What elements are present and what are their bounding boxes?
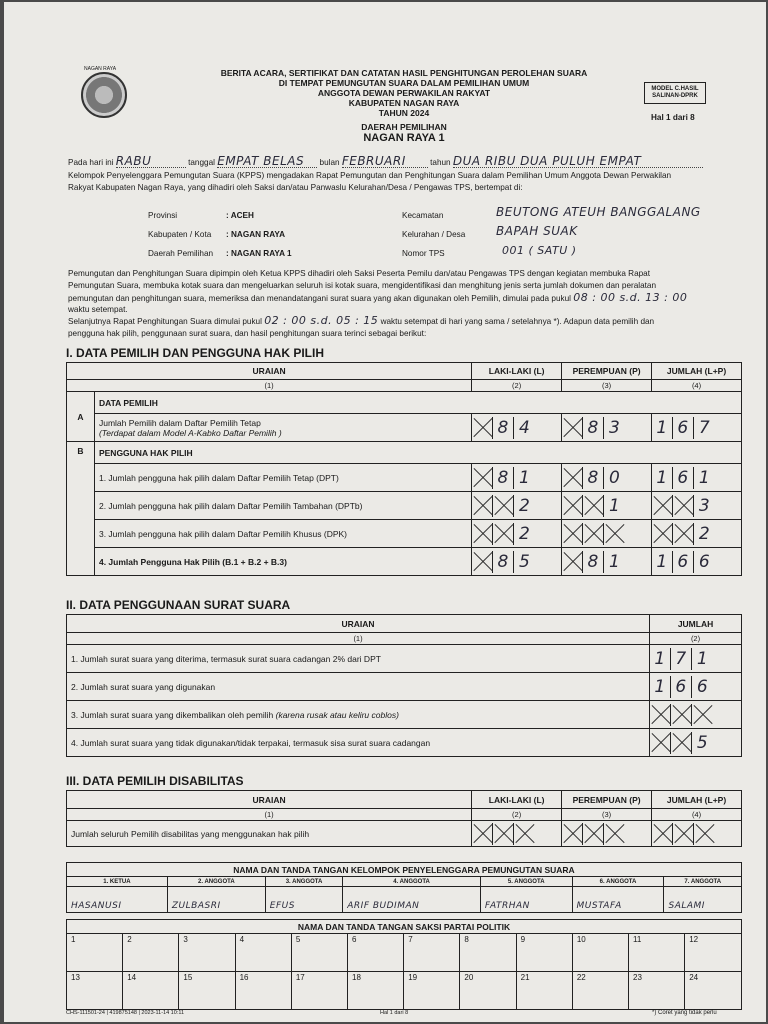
para-line: pemungutan dan penghitungan suara, memeriksa dan menandatangani surat suara yang akan digunakan oleh Pemilih, dimulai pada pukul 08 : 00 s.d. 13 : 00 bbox=[68, 291, 688, 304]
header-line: ANGGOTA DEWAN PERWAKILAN RAKYAT bbox=[317, 88, 491, 98]
dapil-value: : NAGAN RAYA 1 bbox=[226, 249, 292, 258]
saksi-cell: 11 bbox=[629, 934, 685, 972]
time-range-2: 02 : 00 s.d. 05 : 15 bbox=[264, 314, 379, 327]
col-header: URAIAN bbox=[67, 791, 472, 809]
col-header: LAKI-LAKI (L) bbox=[472, 791, 562, 809]
document-header bbox=[204, 68, 604, 145]
section3-table bbox=[66, 790, 742, 847]
signature-role: 5. ANGGOTA bbox=[480, 877, 572, 887]
signature-name: HASANUSI bbox=[67, 887, 168, 913]
tanggal-value: EMPAT BELAS bbox=[217, 156, 317, 168]
page-indicator: Hal 1 dari 8 bbox=[651, 113, 695, 122]
col-num: (2) bbox=[650, 633, 742, 645]
saksi-cell: 6 bbox=[348, 934, 404, 972]
surat-row-label: 1. Jumlah surat suara yang diterima, termasuk surat suara cadangan 2% dari DPT bbox=[67, 645, 650, 673]
saksi-cell: 23 bbox=[629, 972, 685, 1010]
dpt-l-value: 8 4 bbox=[472, 414, 562, 442]
time-range-1: 08 : 00 s.d. 13 : 00 bbox=[573, 291, 688, 304]
para-line: Selanjutnya Rapat Penghitungan Suara dimulai pukul 02 : 00 s.d. 05 : 15 waktu setempat di hari yang sama / setelahnya *). Adapun data pemilih dan bbox=[68, 314, 655, 327]
header-line: KABUPATEN NAGAN RAYA bbox=[348, 98, 460, 108]
document-page bbox=[4, 2, 766, 1022]
col-header: JUMLAH (L+P) bbox=[652, 363, 742, 380]
saksi-cell: 15 bbox=[179, 972, 235, 1010]
col-num: (1) bbox=[67, 380, 472, 392]
section1-title: I. DATA PEMILIH DAN PENGGUNA HAK PILIH bbox=[66, 346, 324, 360]
col-num: (4) bbox=[652, 380, 742, 392]
pengguna-row-label: 3. Jumlah pengguna hak pilih dalam Daftar Pemilih Khusus (DPK) bbox=[94, 520, 471, 548]
para-line: pengguna hak pilih, penggunaan surat suara, dan hasil penghitungan suara terinci sebagai berikut: bbox=[68, 329, 427, 338]
kip-logo-icon bbox=[81, 72, 127, 118]
provinsi-label: Provinsi bbox=[148, 211, 178, 220]
header-line: BERITA ACARA, SERTIFIKAT DAN CATATAN HASIL PENGHITUNGAN PEROLEHAN SUARA bbox=[220, 68, 588, 78]
saksi-title: NAMA DAN TANDA TANGAN SAKSI PARTAI POLITIK bbox=[67, 920, 742, 934]
col-header: URAIAN bbox=[67, 615, 650, 633]
kabkota-label: Kabupaten / Kota bbox=[148, 230, 212, 239]
pengguna-row-label: 4. Jumlah Pengguna Hak Pilih (B.1 + B.2 + B.3) bbox=[94, 548, 471, 576]
pengguna-row-label: 1. Jumlah pengguna hak pilih dalam Daftar Pemilih Tetap (DPT) bbox=[94, 464, 471, 492]
section3-title: III. DATA PEMILIH DISABILITAS bbox=[66, 774, 244, 788]
saksi-cell: 1 bbox=[67, 934, 123, 972]
saksi-cell: 24 bbox=[685, 972, 742, 1010]
signature-role: 7. ANGGOTA bbox=[664, 877, 742, 887]
logo-text: NAGAN RAYA bbox=[84, 66, 117, 72]
col-num: (3) bbox=[562, 380, 652, 392]
col-header: JUMLAH bbox=[650, 615, 742, 633]
saksi-cell: 9 bbox=[516, 934, 572, 972]
col-num: (4) bbox=[652, 809, 742, 821]
desa-value: BAPAH SUAK bbox=[496, 224, 578, 238]
footer-note: *) Coret yang tidak perlu bbox=[652, 1010, 717, 1016]
col-num: (2) bbox=[472, 380, 562, 392]
col-header: JUMLAH (L+P) bbox=[652, 791, 742, 809]
dapil-label: Daerah Pemilihan bbox=[148, 249, 214, 258]
saksi-cell: 7 bbox=[404, 934, 460, 972]
saksi-cell: 4 bbox=[235, 934, 291, 972]
saksi-cell: 12 bbox=[685, 934, 742, 972]
kecamatan-label: Kecamatan bbox=[402, 211, 444, 220]
col-num: (1) bbox=[67, 809, 472, 821]
section-b-title: PENGGUNA HAK PILIH bbox=[94, 442, 741, 464]
signature-name: MUSTAFA bbox=[572, 887, 664, 913]
kpps-signature-title: NAMA DAN TANDA TANGAN KELOMPOK PENYELENGGARA PEMUNGUTAN SUARA bbox=[67, 863, 742, 877]
intro-line-3: Rakyat Kabupaten Nagan Raya, yang dihadiri oleh Saksi dan/atau Panwaslu Kelurahan/Desa / Pengawas TPS, bertempat di: bbox=[68, 183, 523, 192]
dpt-total-value: 1 6 7 bbox=[652, 414, 742, 442]
daerah-label: DAERAH PEMILIHAN bbox=[361, 122, 447, 132]
saksi-cell: 14 bbox=[123, 972, 179, 1010]
saksi-cell: 8 bbox=[460, 934, 516, 972]
tahun-value: DUA RIBU DUA PULUH EMPAT bbox=[453, 156, 703, 168]
disabilitas-row-label: Jumlah seluruh Pemilih disabilitas yang menggunakan hak pilih bbox=[67, 821, 472, 847]
section-a-title: DATA PEMILIH bbox=[94, 392, 741, 414]
signature-role: 1. KETUA bbox=[67, 877, 168, 887]
saksi-cell: 22 bbox=[572, 972, 628, 1010]
saksi-cell: 5 bbox=[291, 934, 347, 972]
signature-name: ZULBASRI bbox=[167, 887, 265, 913]
saksi-cell: 19 bbox=[404, 972, 460, 1010]
kecamatan-value: BEUTONG ATEUH BANGGALANG bbox=[496, 205, 701, 219]
saksi-cell: 16 bbox=[235, 972, 291, 1010]
provinsi-value: : ACEH bbox=[226, 211, 254, 220]
surat-row-label: 4. Jumlah surat suara yang tidak digunakan/tidak terpakai, termasuk sisa surat suara cadangan bbox=[67, 729, 650, 757]
saksi-table bbox=[66, 919, 742, 1010]
hari-value: RABU bbox=[116, 156, 186, 168]
footer-page: Hal 1 dari 8 bbox=[380, 1010, 409, 1016]
saksi-cell: 3 bbox=[179, 934, 235, 972]
model-box: MODEL C.HASIL SALINAN-DPRK bbox=[644, 82, 706, 104]
section2-table: URAIAN JUMLAH (1) (2) 1. Jumlah surat suara yang diterima, termasuk surat suara cadangan 2% dari DPT 1 7 1 2. Jumlah surat suara yang digunakan 1 6 6 3. Jumlah surat suara yang dikembalikan oleh pemilih (karena rusak atau keliru coblos) 4. Jumlah surat suara yang tidak digunakan/tidak terpakai, termasuk sisa surat suara cadangan 5 bbox=[66, 614, 742, 757]
kabkota-value: : NAGAN RAYA bbox=[226, 230, 285, 239]
section1-table: URAIAN LAKI-LAKI (L) PEREMPUAN (P) JUMLAH (L+P) (1) (2) (3) (4) A DATA PEMILIH Jumlah Pemilih dalam Daftar Pemilih Tetap (Terdapat dalam Model A-Kabko Daftar Pemilih ) 8 4 8 3 1 6 7 B PENGGUNA HAK PILIH 1. Jumlah pengguna hak pilih dalam Daftar Pemilih Tetap (DPT) 8 1 8 0 1 6 1 2. Jumlah pengguna hak pilih dalam Daftar Pemilih Tambahan (DPTb) 2 1 3 3. Jumlah pengguna hak pilih dalam Daftar Pemilih Khusus (DPK) 2 2 4. Jumlah Pengguna Hak Pilih (B.1 + B.2 + B.3) 8 5 8 1 1 6 6 bbox=[66, 362, 742, 576]
para-line: waktu setempat. bbox=[68, 305, 128, 314]
saksi-cell: 18 bbox=[348, 972, 404, 1010]
saksi-cell: 17 bbox=[291, 972, 347, 1010]
saksi-cell: 10 bbox=[572, 934, 628, 972]
row-label-b: B bbox=[67, 442, 95, 576]
surat-row-label: 3. Jumlah surat suara yang dikembalikan oleh pemilih (karena rusak atau keliru coblos) bbox=[67, 701, 650, 729]
signature-role: 3. ANGGOTA bbox=[265, 877, 342, 887]
col-header: PEREMPUAN (P) bbox=[562, 363, 652, 380]
surat-row-label: 2. Jumlah surat suara yang digunakan bbox=[67, 673, 650, 701]
section2-title: II. DATA PENGGUNAAN SURAT SUARA bbox=[66, 598, 291, 612]
desa-label: Kelurahan / Desa bbox=[402, 230, 466, 239]
header-line: TAHUN 2024 bbox=[378, 108, 430, 118]
intro-line: Pada hari ini RABU tanggal EMPAT BELAS bulan FEBRUARI tahun DUA RIBU DUA PULUH EMPAT bbox=[68, 156, 748, 168]
saksi-cell: 20 bbox=[460, 972, 516, 1010]
tps-label: Nomor TPS bbox=[402, 249, 445, 258]
footer-code: CHS-111501-24 | 419875148 | 2023-11-14 10:11 bbox=[66, 1010, 185, 1016]
col-header: URAIAN bbox=[67, 363, 472, 380]
signature-name: FATRHAN bbox=[480, 887, 572, 913]
saksi-cell: 2 bbox=[123, 934, 179, 972]
tps-value: 001 ( SATU ) bbox=[502, 244, 577, 257]
signature-role: 4. ANGGOTA bbox=[343, 877, 481, 887]
signature-name: EFUS bbox=[265, 887, 342, 913]
col-num: (3) bbox=[562, 809, 652, 821]
intro-line-2: Kelompok Penyelenggara Pemungutan Suara (KPPS) mengadakan Rapat Pemungutan dan Penghitungan Suara dalam Pemilihan Umum Anggota Dewan Perwakilan bbox=[68, 171, 672, 180]
signature-table bbox=[66, 862, 742, 913]
pengguna-row-label: 2. Jumlah pengguna hak pilih dalam Daftar Pemilih Tambahan (DPTb) bbox=[94, 492, 471, 520]
saksi-cell: 21 bbox=[516, 972, 572, 1010]
signature-role: 6. ANGGOTA bbox=[572, 877, 664, 887]
signature-name: SALAMI bbox=[664, 887, 742, 913]
signature-name: ARIF BUDIMAN bbox=[343, 887, 481, 913]
bulan-value: FEBRUARI bbox=[342, 156, 428, 168]
para-line: Pemungutan Suara, membuka kotak suara dan mengeluarkan seluruh isi kotak suara, mengidentifikasi dan menghitung jenis serta jumlah dokumen dan peralatan bbox=[68, 281, 657, 290]
saksi-cell: 13 bbox=[67, 972, 123, 1010]
col-num: (2) bbox=[472, 809, 562, 821]
col-header: PEREMPUAN (P) bbox=[562, 791, 652, 809]
row-label-a: A bbox=[67, 392, 95, 442]
col-num: (1) bbox=[67, 633, 650, 645]
dpt-row-label: Jumlah Pemilih dalam Daftar Pemilih Tetap (Terdapat dalam Model A-Kabko Daftar Pemilih ) bbox=[94, 414, 471, 442]
daerah-value: NAGAN RAYA 1 bbox=[363, 132, 445, 144]
para-line: Pemungutan dan Penghitungan Suara dipimpin oleh Ketua KPPS dihadiri oleh Saksi Peserta Pemilu dan/atau Pengawas TPS dengan kegiatan membuka Rapat bbox=[68, 269, 650, 278]
signature-role: 2. ANGGOTA bbox=[167, 877, 265, 887]
header-line: DI TEMPAT PEMUNGUTAN SUARA DALAM PEMILIHAN UMUM bbox=[278, 78, 530, 88]
col-header: LAKI-LAKI (L) bbox=[472, 363, 562, 380]
dpt-p-value: 8 3 bbox=[562, 414, 652, 442]
